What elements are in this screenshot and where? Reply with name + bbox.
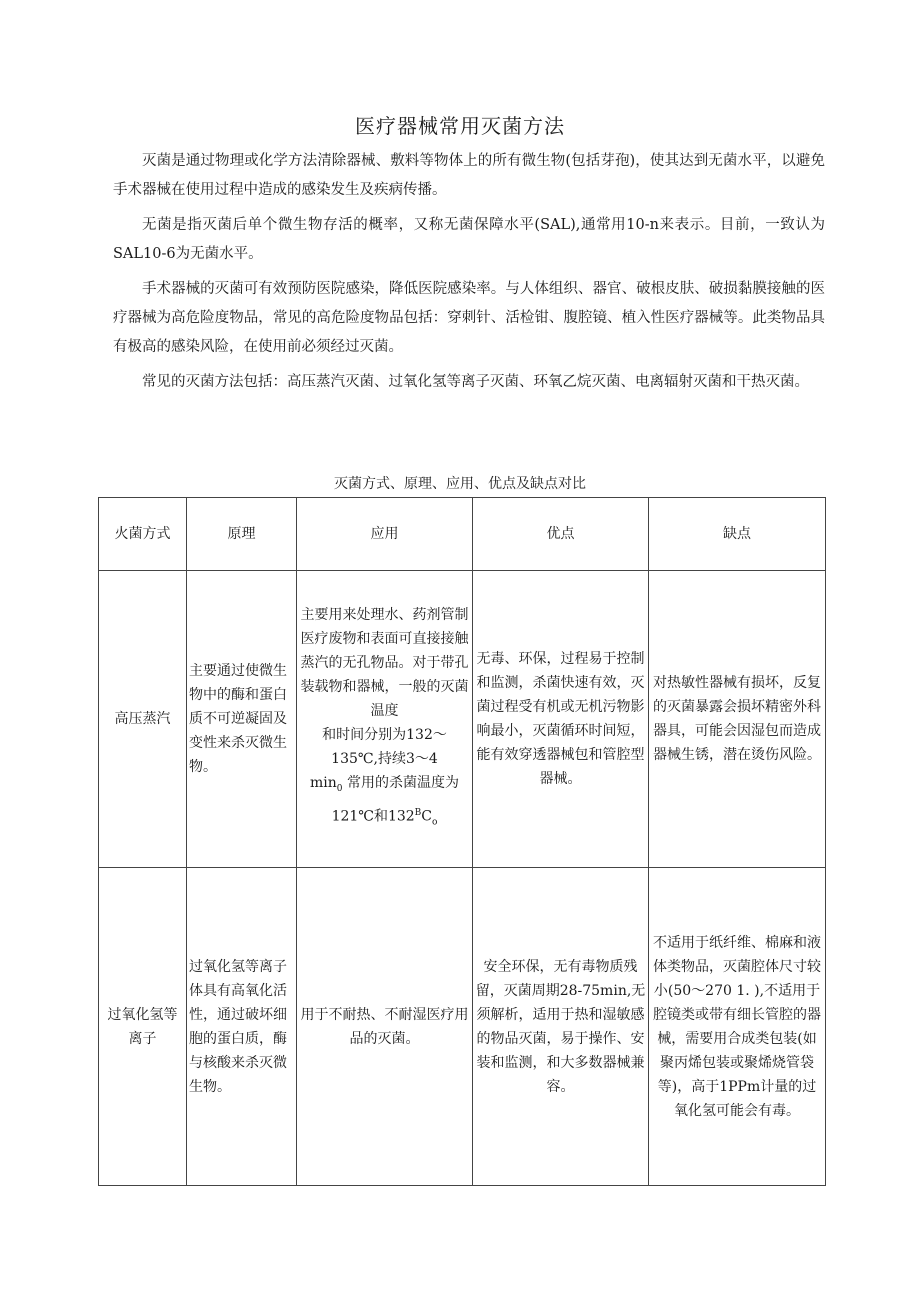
application-superscript-1: B — [414, 808, 422, 819]
table-caption: 灭菌方式、原理、应用、优点及缺点对比 — [334, 476, 586, 492]
table-header-row — [99, 498, 826, 571]
application-text-part4: 常用的杀菌温度为121℃和132 — [331, 775, 459, 825]
header-method: 火菌方式 — [99, 498, 187, 571]
header-advantages: 优点 — [473, 498, 649, 571]
paragraph-sterility-definition: 无菌是指灭菌后单个微生物存活的概率，又称无菌保障水平(SAL),通常用10-n来表示。目前，一致认为SAL10-6为无菌水平。 — [113, 217, 825, 262]
header-application: 应用 — [297, 498, 473, 571]
header-disadvantages: 缺点 — [649, 498, 826, 571]
cell-application — [297, 571, 473, 868]
paragraph-surgical-instruments: 手术器械的灭菌可有效预防医院感染，降低医院感染率。与人体组织、器官、破根皮肤、破损黏膜接触的医疗器械为高危险度物品，常见的高危险度物品包括：穿刺针、活检钳、腹腔镜、植入性医疗器械等。此类物品具有极高的感染风险，在使用前必须经过灭菌。 — [113, 281, 825, 355]
application-text-part5: C — [421, 808, 433, 825]
document-title: 医疗器械常用灭菌方法 — [355, 114, 565, 138]
cell-principle: 主要通过使微生物中的酶和蛋白质不可逆凝固及变性来杀灭微生物。 — [187, 571, 297, 868]
application-subscript-2: o — [432, 817, 438, 828]
cell-disadvantages: 不适用于纸纤维、棉麻和液体类物品，灭菌腔体尺寸较小(50～270 1. ),不适用于腔镜类或带有细长管腔的器械，需要用合成类包装(如聚丙烯包装或聚烯烧管袋等)，高于1PPm计量的过氧化氢可能会有毒。 — [649, 868, 826, 1186]
cell-disadvantages: 对热敏性器械有损坏，反复的灭菌暴露会损坏精密外科器具，可能会因湿包而造成器械生锈，潜在烫伤风险。 — [649, 571, 826, 868]
cell-principle: 过氧化氢等离子体具有高氧化活性，通过破坏细胞的蛋白质，酶与核酸来杀灭微生物。 — [187, 868, 297, 1186]
application-text-part1: 主要用来处理水、药剂管制医疗废物和表面可直接接触蒸汽的无孔物品。对于带孔装载物和器械，一般的灭菌温度 — [300, 607, 469, 720]
application-subscript-1: 0 — [336, 784, 343, 795]
document-body — [113, 147, 825, 403]
cell-method: 高压蒸汽 — [99, 571, 187, 868]
paragraph-common-methods: 常见的灭菌方法包括：高压蒸汽灭菌、过氧化氢等离子灭菌、环氧乙烷灭菌、电离辐射灭菌和干热灭菌。 — [142, 374, 809, 390]
cell-advantages: 安全环保，无有毒物质残留，灭菌周期28-75min,无须解析，适用于热和湿敏感的物品灭菌，易于操作、安装和监测，和大多数器械兼容。 — [473, 868, 649, 1186]
application-text-part2: 和时间分别为132～135℃,持续3～4 — [322, 727, 447, 768]
cell-method: 过氧化氢等离子 — [99, 868, 187, 1186]
application-text-part3: min — [310, 775, 337, 792]
table-row — [99, 571, 826, 868]
table-row — [99, 868, 826, 1186]
paragraph-sterilization-definition: 灭菌是通过物理或化学方法清除器械、敷料等物体上的所有微生物(包括芽孢)，使其达到无菌水平，以避免手术器械在使用过程中造成的感染发生及疾病传播。 — [113, 153, 825, 198]
cell-advantages: 无毒、环保，过程易于控制和监测，杀菌快速有效，灭菌过程受有机或无机污物影响最小，灭菌循环时间短，能有效穿透器械包和管腔型器械。 — [473, 571, 649, 868]
header-principle: 原理 — [187, 498, 297, 571]
cell-application: 用于不耐热、不耐湿医疗用品的灭菌。 — [297, 868, 473, 1186]
comparison-table — [98, 497, 826, 1186]
